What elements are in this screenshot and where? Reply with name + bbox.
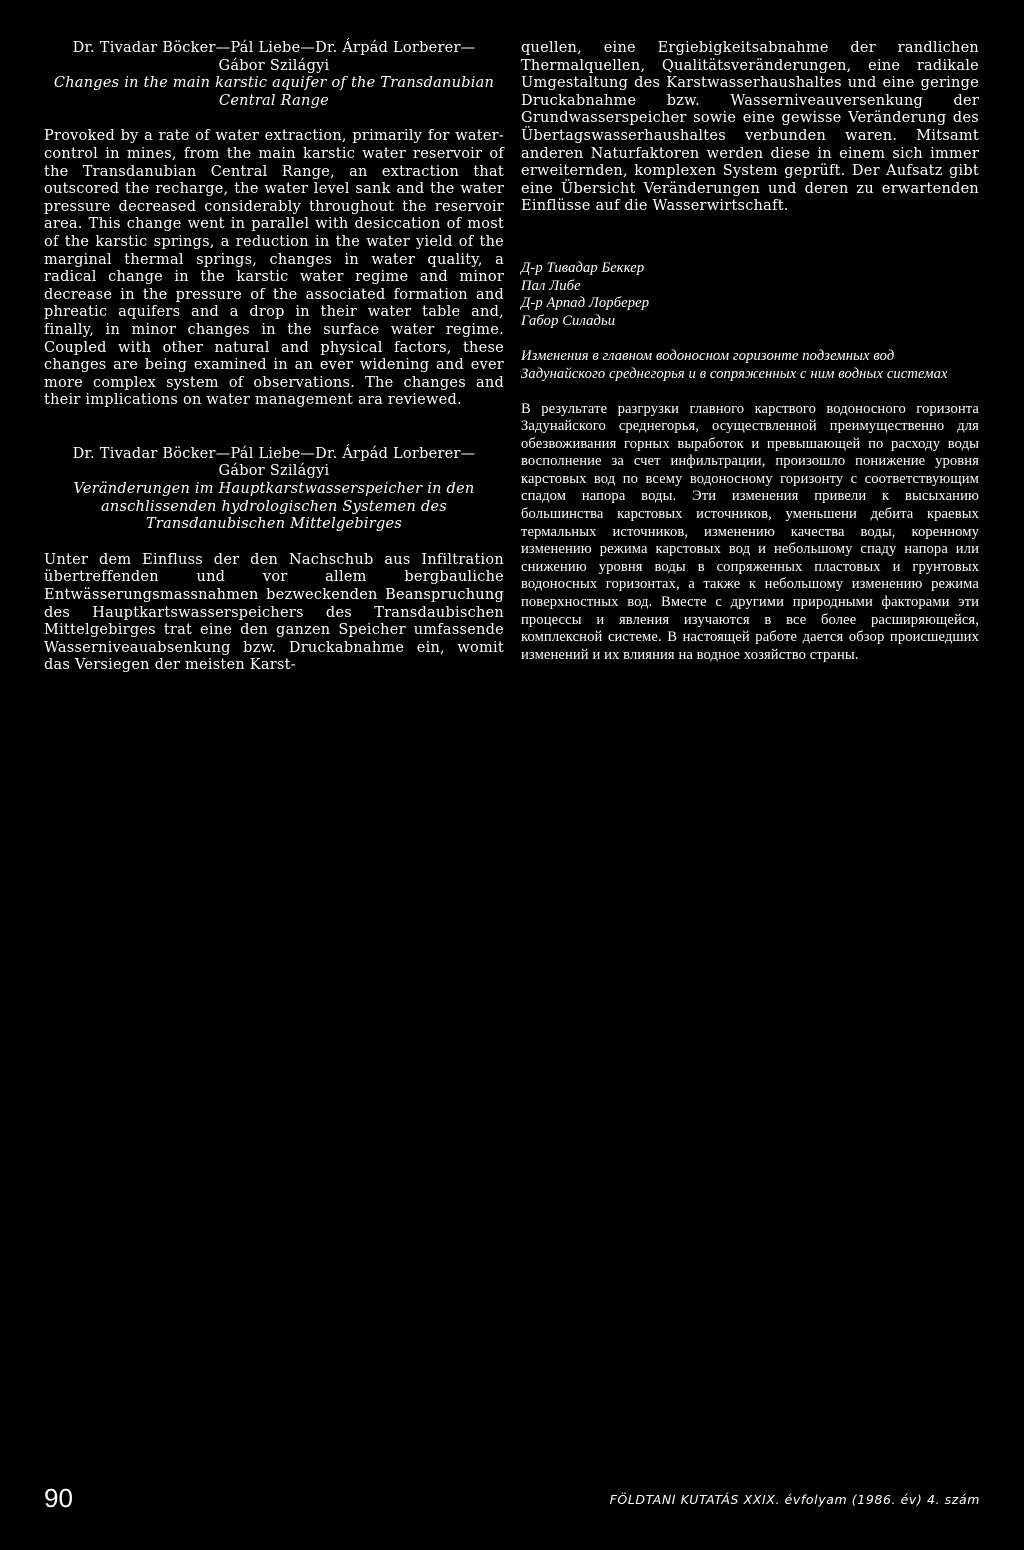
russian-author: Пал Либе xyxy=(521,277,581,294)
russian-author: Д-р Тивадар Беккер xyxy=(521,259,645,276)
english-abstract-block xyxy=(44,40,504,410)
german-abstract-block xyxy=(44,446,504,675)
german-authors xyxy=(44,446,504,481)
german-title: Veränderungen im Hauptkarstwasserspeicher in den anschlissenden hydrologischen Systemen des Transdanubischen Mittelgebirges xyxy=(73,481,475,533)
page-number: 90 xyxy=(44,1483,73,1513)
left-column xyxy=(44,40,504,675)
russian-author: Габор Силадьи xyxy=(521,312,616,329)
russian-authors xyxy=(521,260,979,330)
german-authors-line2: Gábor Szilágyi xyxy=(218,463,330,480)
english-title: Changes in the main karstic aquifer of the Transdanubian Central Range xyxy=(53,75,495,109)
right-column xyxy=(521,40,979,664)
russian-abstract-block xyxy=(521,260,979,664)
german-abstract-part2: quellen, eine Ergiebigkeitsabnahme der randlichen Thermalquellen, Qualitätsveränderungen, eine radikale Umgestaltung des Karstwasserhaushaltes und eine geringe Druckabnahme bzw. Wasserniveauversenkung der Grundwasserspeicher sowie eine gewisse Veränderung des Übertagswasserhaushaltes verbunden waren. Mitsamt anderen Naturfaktoren werden diese in einem sich immer erweiternden, komplexen System geprüft. Der Aufsatz gibt eine Übersicht Veränderungen und deren zu erwartenden Einflüsse auf die Wasserwirtschaft. xyxy=(521,40,979,215)
german-abstract-part1: Unter dem Einfluss der den Nachschub aus Infiltration übertreffenden und vor allem bergbauliche Entwässerungsmassnahmen bezweckenden Beanspruchung des Hauptkartswasserspeichers des Transdaubischen Mittelgebirges trat eine den ganzen Speicher umfassende Wasserniveauabsenkung bzw. Druckabnahme ein, womit das Versiegen der meisten Karst- xyxy=(44,551,504,674)
english-authors-line1: Dr. Tivadar Böcker—Pál Liebe—Dr. Árpád Lorberer— xyxy=(72,40,476,56)
german-authors-line1: Dr. Tivadar Böcker—Pál Liebe—Dr. Árpád Lorberer— xyxy=(72,445,476,462)
english-abstract: Provoked by a rate of water extraction, primarily for water-control in mines, from the main karstic water reservoir of the Transdanubian Central Range, an extraction that outscored the recharge, the water level sank and the water pressure decreased considerably throughout the reservoir area. This change went in parallel with desiccation of most of the karstic springs, a reduction in the water yield of the marginal thermal springs, changes in water quality, a radical change in the karstic water regime and minor decrease in the pressure of the associated formation and phreatic aquifers and a drop in their water table and, finally, in minor changes in the surface water regime. Coupled with other natural and physical factors, these changes are being examined in an ever widening and ever more complex system of observations. The changes and their implications on water management ara reviewed. xyxy=(44,128,504,409)
russian-title: Изменения в главном водоносном горизонте подземных вод Задунайского среднегорья и в сопряженных с ним водных системах xyxy=(521,348,948,382)
journal-footer: FÖLDTANI KUTATÁS XXIX. évfolyam (1986. év) 4. szám xyxy=(609,1492,980,1507)
russian-author: Д-р Арпад Лорберер xyxy=(521,295,650,312)
english-authors-line2: Gábor Szilágyi xyxy=(218,57,330,74)
russian-abstract: В результате разгрузки главного карствого водоносного горизонта Задунайского среднегорья, осуществленной преимущественно для обезвоживания горных выработок и превышающей по расходу воды восполнение за счет инфильтрации, произошло понижение уровня карстовых вод по всему водоносному горизонту с соответствующим спадом напора воды. Эти изменения привели к высыханию большинства карстовых источников, уменьшени дебита краевых термальных источников, изменению качества воды, коренному изменению режима карстовых вод и небольшому спаду напора или снижению уровня воды в сопряженных пластовых и грунтовых водоносных горизонтах, а также к небольшому изменению режима поверхностных вод. Вместе с другими природными факторами эти процессы и явления изучаются в все более расширяющейся, комплексной системе. В настоящей работе дается обзор происшедших изменений и их влияния на водное хозяйство страны. xyxy=(521,400,979,663)
english-authors xyxy=(44,40,504,75)
